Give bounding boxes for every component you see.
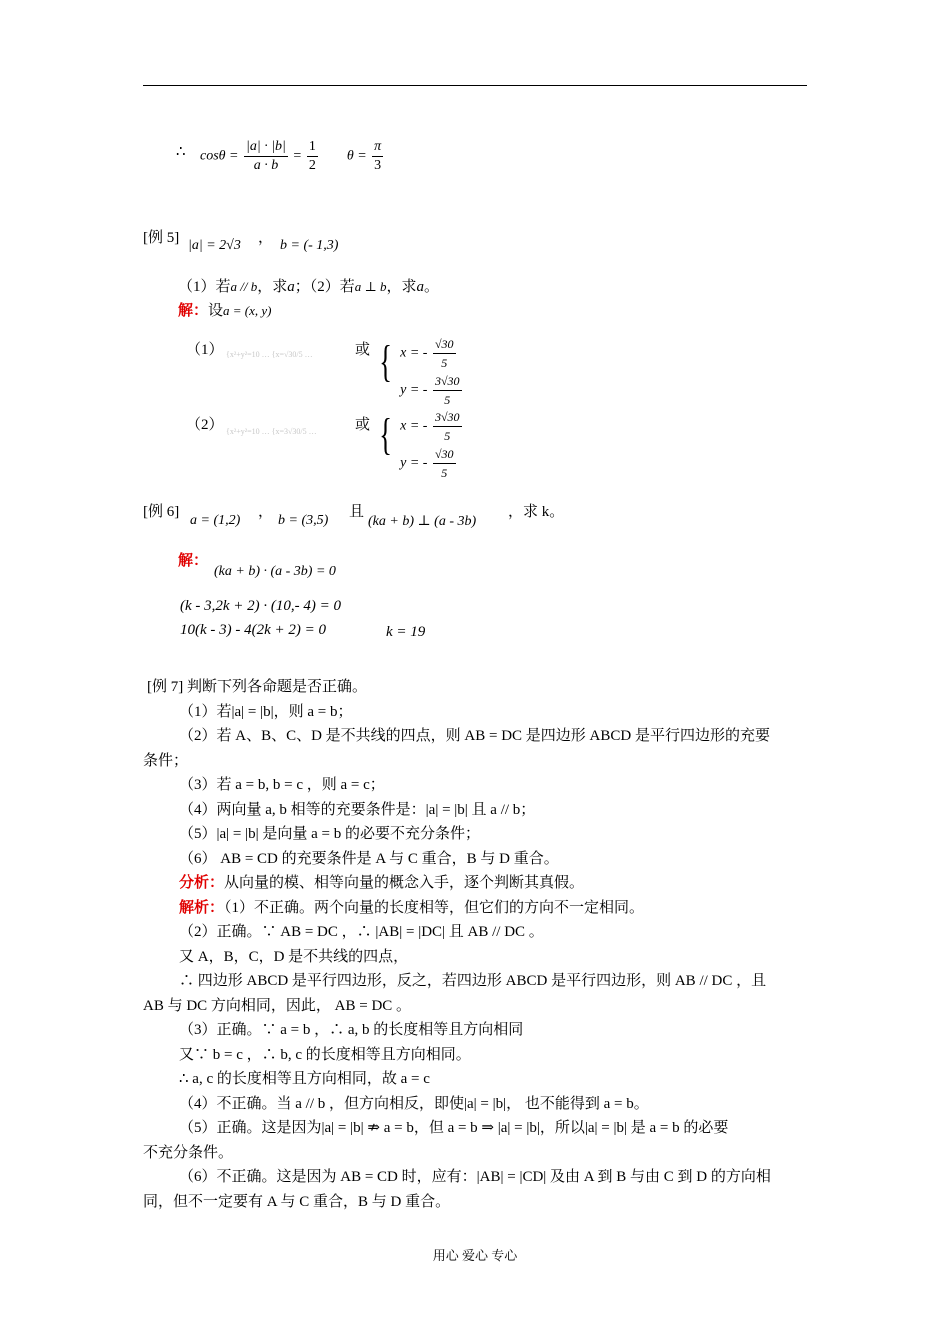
ex5-part2-or: 或	[355, 417, 371, 433]
example-5-label: [例 5]	[143, 230, 180, 246]
ex7-sol-7: 又∵ b = c ，∴ b, c 的长度相等且方向相同。	[179, 1046, 471, 1063]
ex7-item-2a: （2）若 A、B、C、D 是不共线的四点，则 AB = DC 是四边形 ABCD 是平行四边形的充要	[179, 728, 770, 744]
example-7	[143, 675, 807, 1214]
therefore-symbol: ∴	[176, 144, 186, 160]
ex6-solution-line-1: (ka + b) · (a - 3b) = 0	[214, 564, 336, 579]
header-rule	[143, 85, 807, 86]
ex5-part2-label: （2）	[186, 417, 224, 433]
ex5-part1-label: （1）	[186, 342, 224, 358]
cos-formula: cosθ = $\frac{|a| \cdot |b|}{a \cdot b}$ = $\frac{1}{2}$ θ = $\frac{\pi}{3}$	[200, 139, 382, 173]
ex5-part1-system: { x = - $\frac{√30}{5}$ y = - $\frac{3√30}{5}$	[379, 336, 460, 407]
ex7-analysis: 分析：从向量的模、相等向量的概念入手，逐个判断其真假。	[179, 875, 585, 891]
ex5-part2-faint-system: {x²+y²=10 … {x=3√30/5 …	[226, 427, 317, 436]
ex7-item-2b: 条件；	[143, 752, 189, 769]
ex7-sol-8: ∴ a, c 的长度相等且方向相同，故 a = c	[179, 1071, 430, 1087]
ex5-part1-or: 或	[355, 342, 371, 358]
example-6-label: [例 6]	[143, 504, 180, 520]
ex5-solution-intro: 解：设a = (x, y)	[178, 303, 272, 319]
ex5-condition-2: b = (- 1,3)	[280, 238, 339, 253]
ex6-ask: ，求 k。	[508, 504, 565, 520]
ex5-part2-system: { x = - $\frac{3√30}{5}$ y = - $\frac{√30}{5}$	[379, 409, 460, 480]
ex6-solution-label: 解：	[178, 553, 209, 569]
ex6-cond-perp: (ka + b) ⊥ (a - 3b)	[368, 514, 477, 529]
ex5-part1-faint-system: {x²+y²=10 … {x=√30/5 …	[226, 350, 313, 359]
ex7-item-1: （1）若|a| = |b|，则 a = b；	[179, 703, 353, 720]
ex7-solution: 解析：（1）不正确。两个向量的长度相等，但它们的方向不一定相同。	[179, 899, 645, 916]
ex7-sol-2: （2）正确。∵ AB = DC ，∴ |AB| = |DC| 且 AB // DC 。	[179, 924, 544, 940]
ex6-comma: ，	[258, 504, 274, 520]
ex7-title: [例 7] 判断下列各命题是否正确。	[147, 679, 367, 695]
ex7-sol-5: AB 与 DC 方向相同，因此， AB = DC 。	[143, 997, 412, 1014]
ex7-sol-3: 又 A，B，C，D 是不共线的四点，	[179, 948, 409, 965]
ex7-sol-6: （3）正确。∵ a = b ，∴ a, b 的长度相等且方向相同	[179, 1022, 524, 1038]
ex7-sol-9: （4）不正确。当 a // b ，但方向相反，即使|a| = |b|， 也不能得到 a = b。	[179, 1095, 649, 1112]
ex7-item-6: （6） AB = CD 的充要条件是 A 与 C 重合，B 与 D 重合。	[179, 850, 559, 867]
ex7-item-3: （3）若 a = b, b = c ，则 a = c；	[179, 777, 385, 793]
ex5-comma: ，	[258, 230, 274, 246]
ex7-sol-10a: （5）正确。这是因为|a| = |b| ⇏ a = b，但 a = b ⇒ |a| = |b|，所以|a| = |b| 是 a = b 的必要	[179, 1120, 729, 1136]
ex7-sol-10b: 不充分条件。	[143, 1144, 234, 1161]
ex7-sol-4: ∴ 四边形 ABCD 是平行四边形，反之，若四边形 ABCD 是平行四边形，则 AB // DC ，且	[179, 973, 767, 989]
ex7-item-4: （4）两向量 a, b 相等的充要条件是：|a| = |b| 且 a // b；	[179, 801, 536, 818]
ex7-sol-11b: 同，但不一定要有 A 与 C 重合，B 与 D 重合。	[143, 1193, 451, 1210]
ex5-question: （1）若a // b，求a；（2）若a ⊥ b，求a。	[178, 279, 440, 295]
ex5-condition-1: |a| = 2√3	[188, 238, 241, 253]
ex7-item-5: （5）|a| = |b| 是向量 a = b 的必要不充分条件；	[179, 826, 480, 842]
ex6-and: 且	[349, 504, 365, 520]
ex6-solution-k: k = 19	[386, 624, 426, 640]
page-footer: 用心 爱心 专心	[432, 1248, 518, 1263]
ex6-solution-line-3: 10(k - 3) - 4(2k + 2) = 0	[180, 622, 327, 638]
ex6-cond-a: a = (1,2)	[190, 513, 241, 528]
ex6-cond-b: b = (3,5)	[278, 513, 329, 528]
ex7-sol-11a: （6）不正确。这是因为 AB = CD 时，应有：|AB| = |CD| 及由 A 到 B 与由 C 到 D 的方向相	[179, 1169, 771, 1185]
ex6-solution-line-2: (k - 3,2k + 2) · (10,- 4) = 0	[180, 598, 342, 614]
